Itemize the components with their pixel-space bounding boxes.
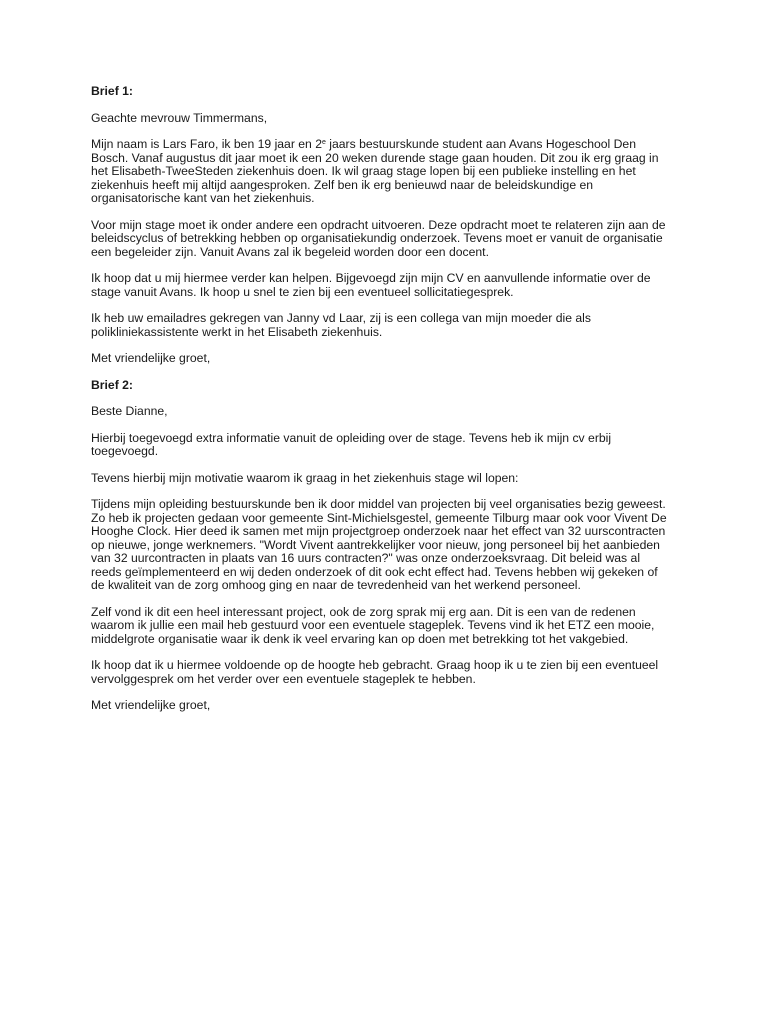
text-line: waarom ik jullie een mail heb gestuurd voor een eventuele stageplek. Tevens vind ik het ETZ een mooie, bbox=[91, 618, 655, 632]
text-line: vervolggesprek om het verder over een eventuele stageplek te hebben. bbox=[91, 671, 476, 686]
text-line: organisatorische kant van het ziekenhuis. bbox=[91, 191, 315, 205]
text-segment: Mijn naam is Lars Faro, ik ben 19 jaar en 2 bbox=[91, 137, 322, 151]
letter-2-paragraph-4 bbox=[91, 606, 688, 647]
superscript: e bbox=[322, 139, 326, 146]
letter-1-paragraph-2 bbox=[91, 219, 688, 260]
text-line: ziekenhuis heeft mij altijd aangesproken. Zelf ben ik erg benieuwd naar de beleidskundige en bbox=[91, 177, 594, 192]
text-line: Tevens hierbij mijn motivatie waarom ik graag in het ziekenhuis stage wil lopen: bbox=[91, 470, 519, 485]
text-line: toegevoegd. bbox=[91, 444, 159, 458]
text-line: een begeleider zijn. Vanuit Avans zal ik begeleid worden door een docent. bbox=[91, 244, 489, 259]
letter-2-heading: Brief 2: bbox=[91, 377, 133, 392]
text-line: reeds geïmplementeerd en wij deden onderzoek of dit ook echt effect had. Tevens hebben wij gekeken of bbox=[91, 564, 658, 579]
letter-2-salutation: Beste Dianne, bbox=[91, 404, 168, 418]
letter-2-paragraph-3 bbox=[91, 498, 688, 593]
text-line: middelgrote organisatie waar ik denk ik veel ervaring kan op doen met betrekking tot het vakgebied. bbox=[91, 631, 629, 646]
text-line: Tijdens mijn opleiding bestuurskunde ben ik door middel van projecten bij veel organisaties bezig geweest. bbox=[91, 497, 666, 511]
letter-1-paragraph-3 bbox=[91, 272, 688, 299]
text-line: Bosch. Vanaf augustus dit jaar moet ik een 20 weken durende stage gaan houden. Dit zou ik erg graag in bbox=[91, 150, 659, 165]
text-line: Voor mijn stage moet ik onder andere een opdracht uitvoeren. Deze opdracht moet te relateren zijn aan de bbox=[91, 217, 666, 232]
letter-2-paragraph-1 bbox=[91, 432, 688, 459]
text-line: op nieuwe, jonge werknemers. "Wordt Vivent aantrekkelijker voor nieuw, jong personeel bij het aanbieden bbox=[91, 537, 660, 552]
letter-1-closing: Met vriendelijke groet, bbox=[91, 351, 211, 365]
letter-2-paragraph-5 bbox=[91, 659, 688, 686]
letter-1-paragraph-4 bbox=[91, 312, 688, 339]
text-line: het Elisabeth-TweeSteden ziekenhuis doen. Ik wil graag stage lopen bij een publieke instelling en het bbox=[91, 164, 636, 178]
text-line: Hooghe Clock. Hier deed ik samen met mijn projectgroep onderzoek naar het effect van 32 uurscontracten bbox=[91, 524, 666, 538]
text-line: Zelf vond ik dit een heel interessant project, ook de zorg sprak mij erg aan. Dit is een van de redenen bbox=[91, 604, 636, 619]
text-line: Zo heb ik projecten gedaan voor gemeente Sint-Michielsgestel, gemeente Tilburg maar ook voor Vivent De bbox=[91, 510, 667, 525]
text-line: Ik heb uw emailadres gekregen van Janny vd Laar, zij is een collega van mijn moeder die als bbox=[91, 311, 591, 325]
text-line: stage vanuit Avans. Ik hoop u snel te zien bij een eventueel sollicitatiegesprek. bbox=[91, 284, 514, 299]
letter-1-heading: Brief 1: bbox=[91, 84, 133, 98]
text-line: beleidscyclus of betrekking hebben op organisatiekundig onderzoek. Tevens moet er vanuit de organisatie bbox=[91, 231, 663, 245]
letter-1-salutation: Geachte mevrouw Timmermans, bbox=[91, 110, 268, 125]
text-line: polikliniekassistente werkt in het Elisabeth ziekenhuis. bbox=[91, 324, 383, 339]
text-segment: jaars bestuurskunde student aan Avans Hogeschool Den bbox=[325, 137, 636, 151]
letter-2-closing: Met vriendelijke groet, bbox=[91, 698, 211, 712]
text-line: Ik hoop dat ik u hiermee voldoende op de hoogte heb gebracht. Graag hoop ik u te zien bij een eventueel bbox=[91, 658, 659, 672]
text-line bbox=[91, 138, 688, 152]
text-line: de kwaliteit van de zorg omhoog ging en naar de tevredenheid van het werkend personeel. bbox=[91, 578, 581, 592]
text-line: Hierbij toegevoegd extra informatie vanuit de opleiding over de stage. Tevens heb ik mijn cv erbij bbox=[91, 430, 612, 445]
text-line: Ik hoop dat u mij hiermee verder kan helpen. Bijgevoegd zijn mijn CV en aanvullende informatie over de bbox=[91, 271, 651, 285]
letter-2-paragraph-2 bbox=[91, 472, 688, 486]
letter-1-paragraph-1 bbox=[91, 138, 688, 206]
text-line: van 32 uurcontracten in plaats van 16 uurs contracten?" was onze onderzoeksvraag. Dit beleid was al bbox=[91, 551, 641, 565]
